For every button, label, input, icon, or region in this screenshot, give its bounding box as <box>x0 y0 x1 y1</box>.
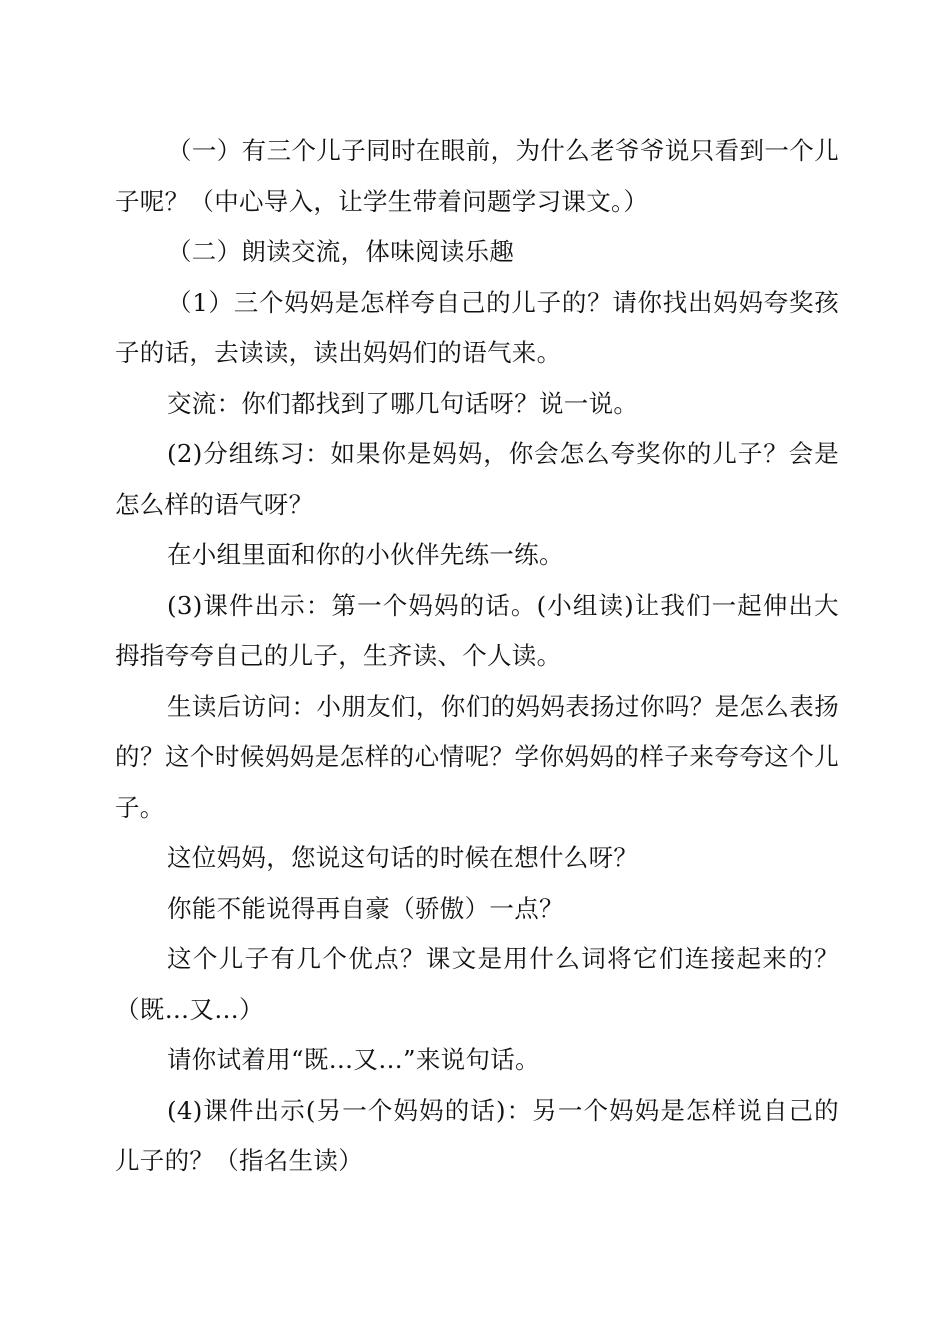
paragraph-sentence-practice: 请你试着用“既…又…”来说句话。 <box>167 1045 540 1074</box>
paragraph-exchange: 交流：你们都找到了哪几句话呀？说一说。 <box>167 388 639 418</box>
paragraph-group-practice: 在小组里面和你的小伙伴先练一练。 <box>167 540 564 569</box>
document-body <box>115 126 839 1187</box>
paragraph-heading-two: （二）朗读交流，体味阅读乐趣 <box>167 237 515 266</box>
paragraph-step-4: (4)课件出示(另一个妈妈的话)：另一个妈妈是怎样说自己的儿子的？（指名生读） <box>115 1095 839 1175</box>
paragraph-step-3: (3)课件出示：第一个妈妈的话。(小组读)让我们一起伸出大拇指夸夸自己的儿子，生齐读、个人读。 <box>115 590 839 670</box>
paragraph-merits: 这个儿子有几个优点？课文是用什么词将它们连接起来的？（既…又…） <box>115 944 839 1024</box>
paragraph-mother-question: 这位妈妈，您说这句话的时候在想什么呀？ <box>167 843 639 872</box>
paragraph-interview: 生读后访问：小朋友们，你们的妈妈表扬过你吗？是怎么表扬的？这个时候妈妈是怎样的心情呢？学你妈妈的样子来夸夸这个儿子。 <box>115 691 839 822</box>
paragraph-question-one: （一）有三个儿子同时在眼前，为什么老爷爷说只看到一个儿子呢？（中心导入，让学生带着问题学习课文。） <box>115 136 839 216</box>
paragraph-step-2: (2)分组练习：如果你是妈妈，你会怎么夸奖你的儿子？会是怎么样的语气呀？ <box>115 439 839 519</box>
paragraph-prouder: 你能不能说得再自豪（骄傲）一点？ <box>167 893 564 923</box>
paragraph-step-1: （1）三个妈妈是怎样夸自己的儿子的？请你找出妈妈夸奖孩子的话，去读读，读出妈妈们的语气来。 <box>115 287 839 367</box>
